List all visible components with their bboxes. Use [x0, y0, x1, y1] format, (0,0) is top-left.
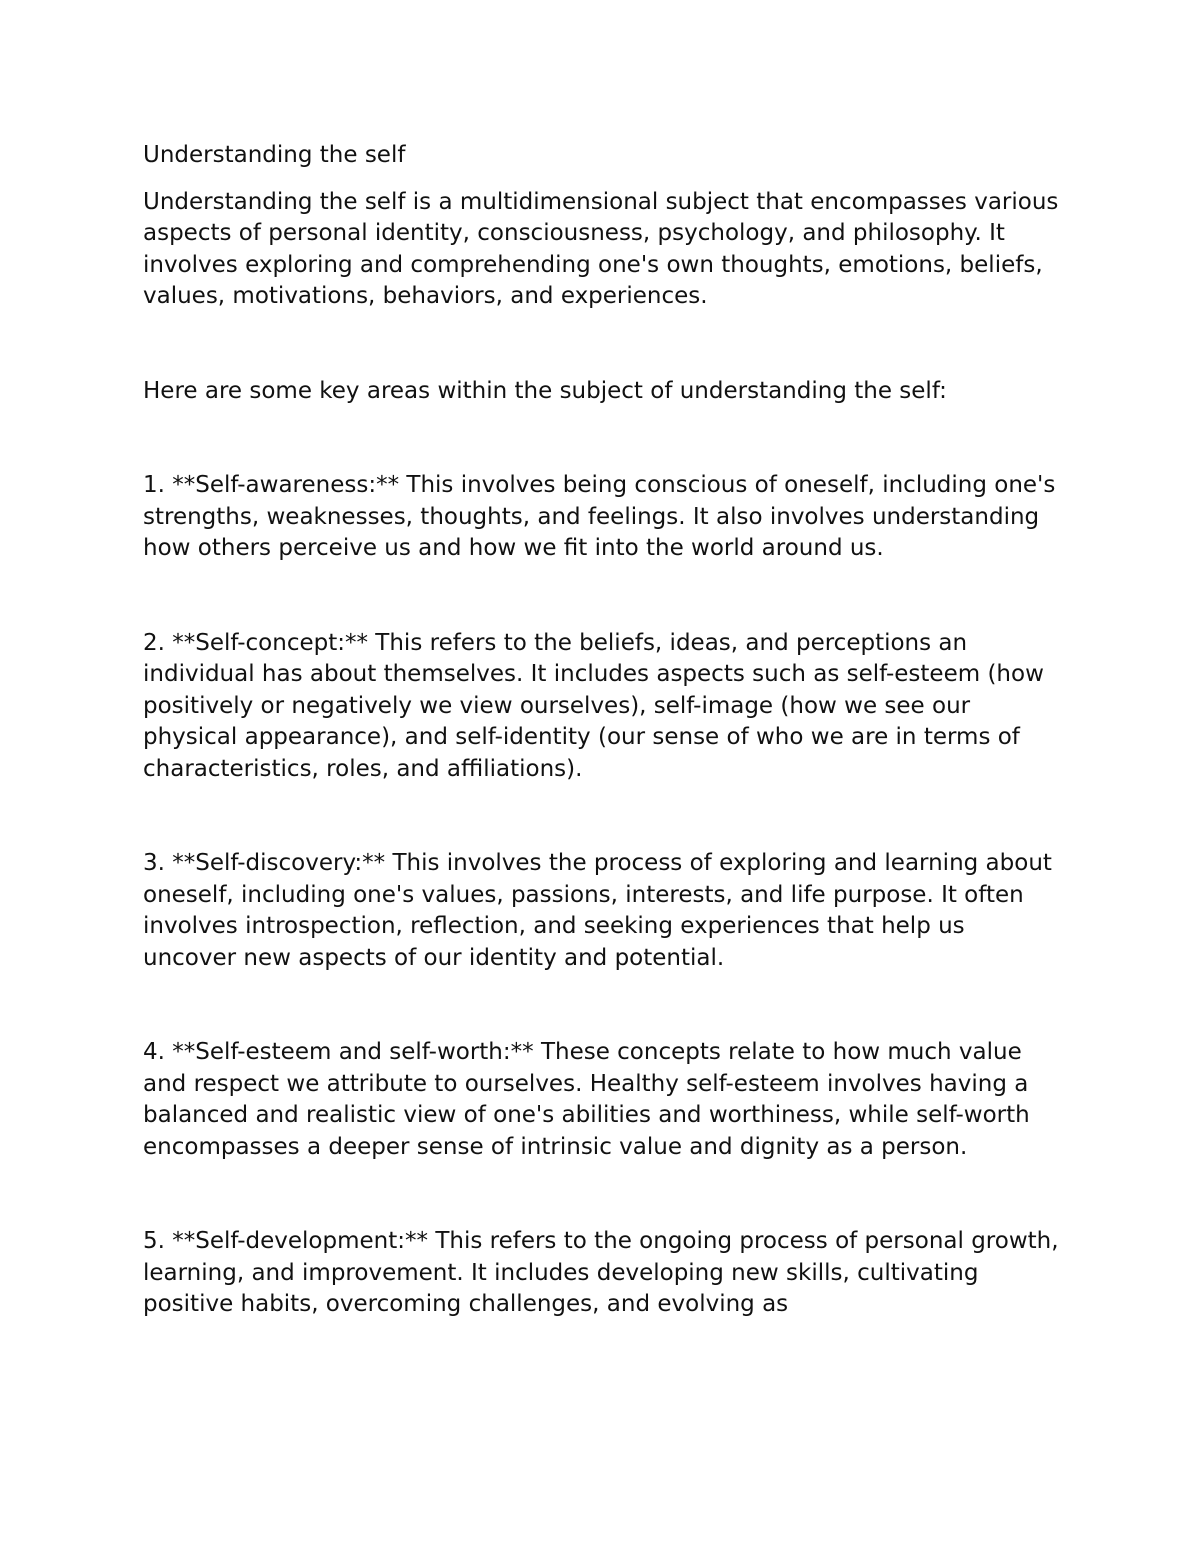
- intro-paragraph: Understanding the self is a multidimensional subject that encompasses various aspects of personal identity, consciousness, psychology, and philosophy. It involves exploring and comprehending one's own thoughts, emotions, beliefs, values, motivations, behaviors, and experiences.: [143, 188, 1059, 309]
- list-item-self-concept: 2. **Self-concept:** This refers to the beliefs, ideas, and perceptions an individual has about themselves. It includes aspects such as self-esteem (how positively or negatively we view ourselves), self-image (how we see our physical appearance), and self-identity (our sense of who we are in terms of characteristics, roles, and affiliations).: [143, 629, 1044, 782]
- list-item-self-esteem: 4. **Self-esteem and self-worth:** These concepts relate to how much value and respect we attribute to ourselves. Healthy self-esteem involves having a balanced and realistic view of one's abilities and worthiness, while self-worth encompasses a deeper sense of intrinsic value and dignity as a person.: [143, 1039, 1030, 1160]
- key-areas-intro: Here are some key areas within the subject of understanding the self:: [143, 377, 947, 404]
- list-item-self-discovery: 3. **Self-discovery:** This involves the process of exploring and learning about oneself, including one's values, passions, interests, and life purpose. It often involves introspection, reflection, and seeking experiences that help us uncover new aspects of our identity and potential.: [143, 850, 1052, 971]
- document-body: [143, 140, 1063, 1384]
- list-item-self-awareness: 1. **Self-awareness:** This involves being conscious of oneself, including one's strengths, weaknesses, thoughts, and feelings. It also involves understanding how others perceive us and how we fit into the world around us.: [143, 472, 1056, 561]
- list-item-self-development: 5. **Self-development:** This refers to the ongoing process of personal growth, learning, and improvement. It includes developing new skills, cultivating positive habits, overcoming challenges, and evolving as: [143, 1228, 1059, 1317]
- document-title: Understanding the self: [143, 142, 406, 168]
